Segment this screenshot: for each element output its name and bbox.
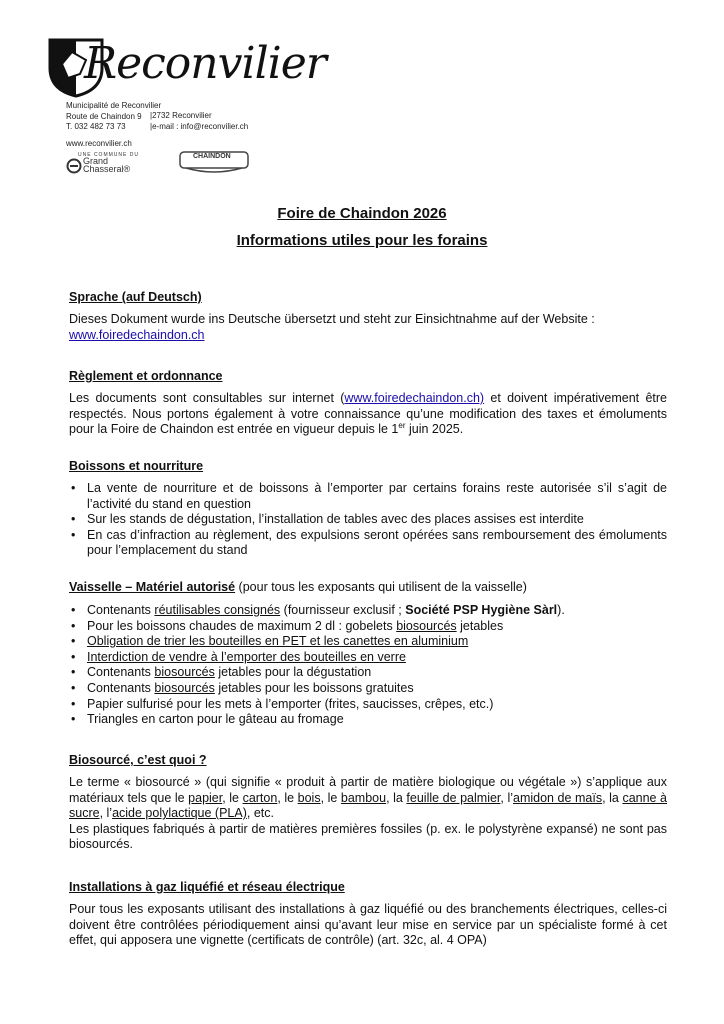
section-heading-biosource: Biosourcé, c’est quoi ?	[69, 753, 207, 767]
list-item: • Pour les boissons chaudes de maximum 2 dl : gobelets biosourcés jetables	[69, 619, 667, 635]
logo-wordmark: Reconvilier	[84, 38, 326, 89]
chaindon-badge-label: CHAINDON	[193, 153, 231, 160]
section-text-gaz: Pour tous les exposants utilisant des installations à gaz liquéfié ou des branchements électriques, celles-ci doivent être contrôlées périodiquement ainsi qu’avant leur mise en service par un spécialiste formé à cet effet, qui apposera une vignette (certificats de contrôle) (art. 32c, al. 4 OPA)	[69, 902, 667, 948]
section-heading-vaisselle: Vaisselle – Matériel autorisé (pour tous les exposants qui utilisent de la vaisselle)	[69, 580, 527, 594]
grand-chasseral-text: Grand Chasseral®	[83, 156, 131, 174]
website-link[interactable]: www.foiredechaindon.ch	[69, 327, 205, 342]
list-item: • Sur les stands de dégustation, l’installation de tables avec des places assises est interdite	[69, 512, 667, 528]
list-item: • Interdiction de vendre à l’emporter des bouteilles en verre	[69, 650, 667, 666]
chaindon-badge-icon	[178, 148, 250, 174]
section-heading-gaz: Installations à gaz liquéfié et réseau électrique	[69, 880, 345, 894]
page-title: Foire de Chaindon 2026	[277, 205, 447, 222]
list-item: • En cas d’infraction au règlement, des expulsions seront opérées sans remboursement des émoluments pour l’emplacement du stand	[69, 528, 667, 559]
list-item: • Papier sulfurisé pour les mets à l’emporter (frites, saucisses, crêpes, etc.)	[69, 697, 667, 713]
boissons-list	[69, 481, 667, 559]
reglement-link[interactable]: www.foiredechaindon.ch)	[344, 391, 485, 405]
list-item: • La vente de nourriture et de boissons à l’emporter par certains forains reste autorisée s’il s’agit de l’activité du stand en question	[69, 481, 667, 512]
grand-chasseral-logo-icon	[66, 158, 82, 174]
list-item: • Triangles en carton pour le gâteau au fromage	[69, 712, 667, 728]
address-block: Municipalité de Reconvilier Route de Chaindon 9 T. 032 482 73 73	[66, 101, 162, 131]
section-text-reglement: Les documents sont consultables sur internet (www.foiredechaindon.ch) et doivent impérativement être respectés. Nous portons également à votre connaissance qu’une modification des taxes et émoluments pour la Foire de Chaindon est entrée en vigueur depuis le 1er juin 2025.	[69, 391, 667, 437]
list-item: • Obligation de trier les bouteilles en PET et les canettes en aluminium	[69, 634, 667, 650]
section-text-sprache: Dieses Dokument wurde ins Deutsche übersetzt und steht zur Einsichtnahme auf der Website : www.foiredechaindon.ch	[69, 312, 595, 342]
commune-tag: UNE COMMUNE DU	[78, 152, 139, 158]
section-text-biosource: Le terme « biosourcé » (qui signifie « produit à partir de matière biologique ou végétale ») s’applique aux matériaux tels que le papier, le carton, le bois, le bambou, la feuille de palmier, l’amidon de maïs, la canne à sucre, l’acide polylactique (PLA), etc. Les plastiques fabriqués à partir de matières premières fossiles (p. ex. le polystyrène expansé) ne sont pas biosourcés.	[69, 775, 668, 852]
section-heading-reglement: Règlement et ordonnance	[69, 369, 223, 383]
list-item: • Contenants réutilisables consignés (fournisseur exclusif ; Société PSP Hygiène Sàrl).	[69, 603, 667, 619]
section-heading-boissons: Boissons et nourriture	[69, 459, 204, 473]
section-heading-sprache: Sprache (auf Deutsch)	[69, 290, 202, 304]
website-text: www.reconvilier.ch	[66, 139, 132, 148]
address-right: |2732 Reconvilier |e-mail : info@reconvilier.ch	[150, 111, 249, 131]
page-subtitle: Informations utiles pour les forains	[236, 232, 488, 249]
list-item: • Contenants biosourcés jetables pour les boissons gratuites	[69, 681, 667, 697]
list-item: • Contenants biosourcés jetables pour la dégustation	[69, 665, 667, 681]
vaisselle-list	[69, 603, 667, 728]
